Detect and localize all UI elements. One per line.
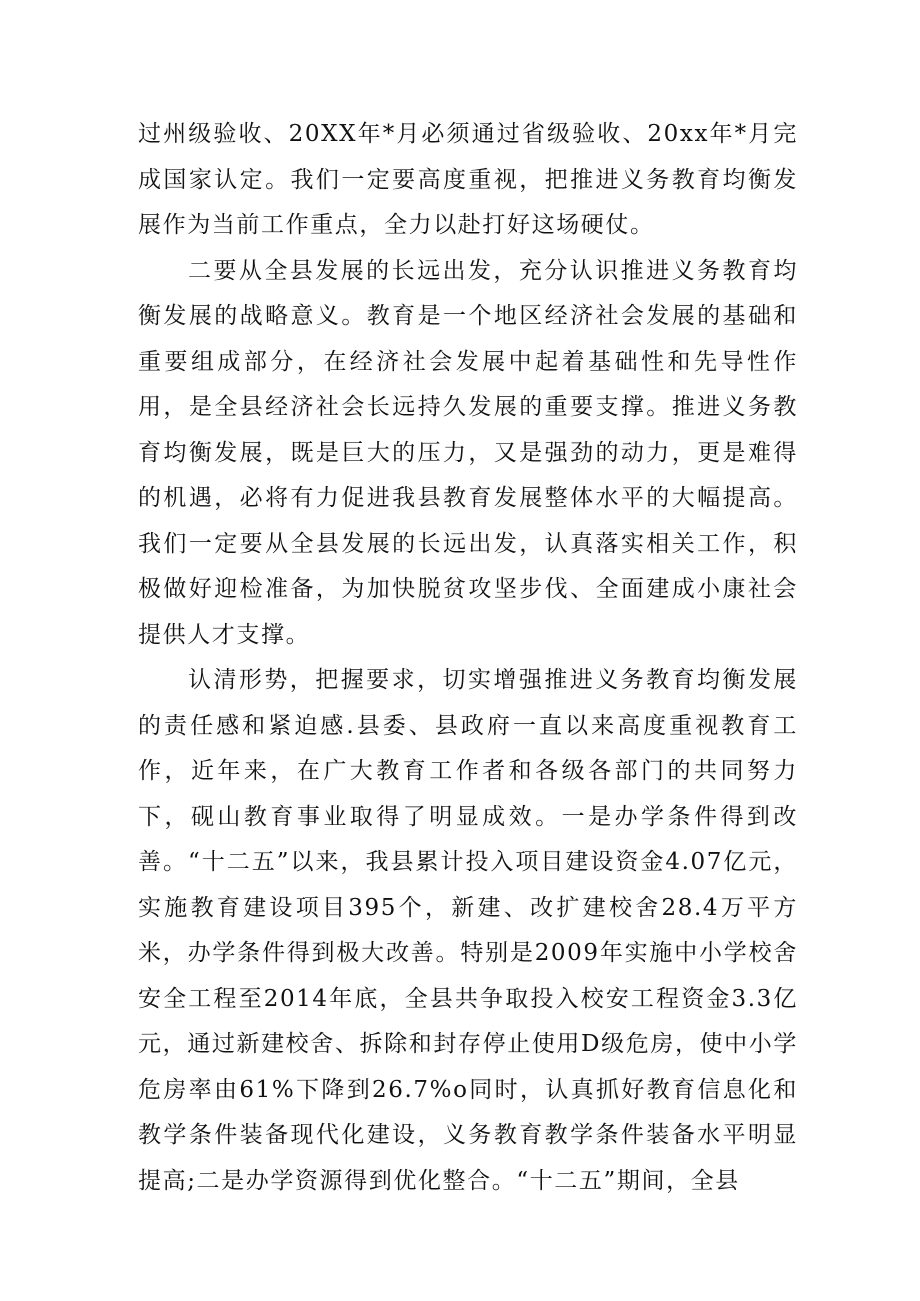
paragraph-1: 过州级验收、20XX年*月必须通过省级验收、20xx年*月完成国家认定。我们一定要高度重视，把推进义务教育均衡发展作为当前工作重点，全力以赴打好这场硬仗。 xyxy=(138,121,798,238)
paragraph-3: 认清形势，把握要求，切实增强推进义务教育均衡发展的责任感和紧迫感.县委、县政府一直以来高度重视教育工作，近年来，在广大教育工作者和各级各部门的共同努力下，砚山教育事业取得了明显成效。一是办学条件得到改善。“十二五”以来，我县累计投入项目建设资金4.07亿元，实施教育建设项目395个，新建、改扩建校舍28.4万平方米，办学条件得到极大改善。特别是2009年实施中小学校舍安全工程至2014年底，全县共争取投入校安工程资金3.3亿元，通过新建校舍、拆除和封存停止使用D级危房，使中小学危房率由61%下降到26.7%o同时，认真抓好教育信息化和教学条件装备现代化建设，义务教育教学条件装备水平明显提高;二是办学资源得到优化整合。“十二五”期间，全县 xyxy=(138,667,798,1194)
document-body xyxy=(138,112,798,1204)
paragraph-2: 二要从全县发展的长远出发，充分认识推进义务教育均衡发展的战略意义。教育是一个地区经济社会发展的基础和重要组成部分，在经济社会发展中起着基础性和先导性作用，是全县经济社会长远持久发展的重要支撑。推进义务教育均衡发展，既是巨大的压力，又是强劲的动力，更是难得的机遇，必将有力促进我县教育发展整体水平的大幅提高。我们一定要从全县发展的长远出发，认真落实相关工作，积极做好迎检准备，为加快脱贫攻坚步伐、全面建成小康社会提供人才支撑。 xyxy=(138,257,798,648)
